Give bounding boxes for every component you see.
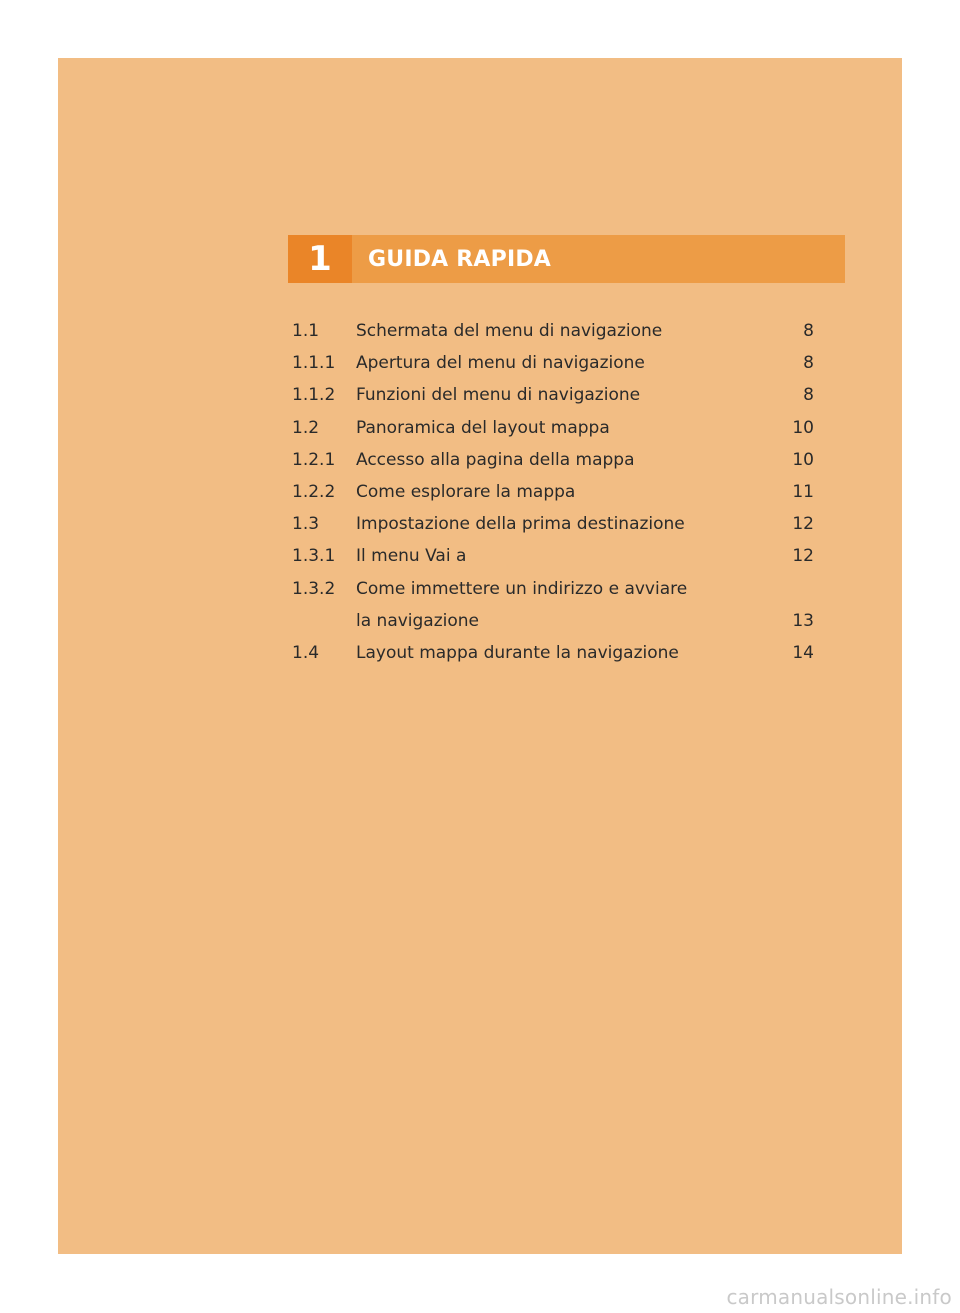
toc-entry-number: 1.3 (292, 514, 320, 535)
watermark: carmanualsonline.info (726, 1285, 952, 1309)
toc-entry-page: 8 (803, 353, 814, 374)
table-of-contents (292, 315, 814, 669)
toc-entry-page: 12 (792, 546, 814, 567)
toc-entry-title: Schermata del menu di navigazione (356, 321, 663, 341)
chapter-number: 1 (288, 235, 352, 283)
toc-entry-number: 1.1 (292, 321, 320, 341)
toc-entry[interactable] (292, 637, 814, 669)
toc-entry[interactable] (292, 412, 814, 444)
toc-entry-number: 1.3.2 (292, 578, 336, 599)
toc-entry-title: Il menu Vai a (356, 546, 467, 567)
toc-entry-title: Accesso alla pagina della mappa (356, 449, 635, 470)
toc-entry-number: 1.2 (292, 417, 320, 438)
toc-entry[interactable] (292, 315, 814, 347)
toc-entry[interactable] (292, 573, 814, 637)
toc-entry-title: Funzioni del menu di navigazione (356, 385, 641, 406)
chapter-header (288, 235, 845, 283)
toc-entry-title: Layout mappa durante la navigazione (356, 643, 679, 664)
toc-entry-title: Panoramica del layout mappa (356, 417, 610, 438)
toc-entry[interactable] (292, 379, 814, 411)
toc-entry-page: 8 (803, 385, 814, 406)
toc-entry-title: Impostazione della prima destinazione (356, 514, 685, 535)
toc-entry[interactable] (292, 444, 814, 476)
toc-entry-number: 1.3.1 (292, 546, 336, 567)
toc-entry-title: Come immettere un indirizzo e avviare la navigazione (356, 578, 688, 631)
toc-entry-page: 13 (792, 610, 814, 631)
toc-entry[interactable] (292, 476, 814, 508)
toc-entry[interactable] (292, 508, 814, 540)
toc-entry-number: 1.2.1 (292, 449, 336, 470)
toc-entry-number: 1.4 (292, 643, 320, 664)
toc-entry[interactable] (292, 540, 814, 572)
toc-entry[interactable] (292, 347, 814, 379)
toc-entry-page: 8 (803, 321, 814, 341)
toc-entry-page: 14 (792, 643, 814, 664)
toc-entry-number: 1.1.2 (292, 385, 336, 406)
toc-entry-page: 12 (792, 514, 814, 535)
toc-entry-number: 1.2.2 (292, 482, 336, 503)
toc-entry-title: Come esplorare la mappa (356, 482, 576, 503)
toc-entry-page: 10 (792, 449, 814, 470)
toc-entry-page: 10 (792, 417, 814, 438)
toc-entry-title: Apertura del menu di navigazione (356, 353, 645, 374)
chapter-title: GUIDA RAPIDA (368, 246, 552, 272)
toc-entry-page: 11 (792, 482, 814, 503)
toc-entry-number: 1.1.1 (292, 353, 336, 374)
